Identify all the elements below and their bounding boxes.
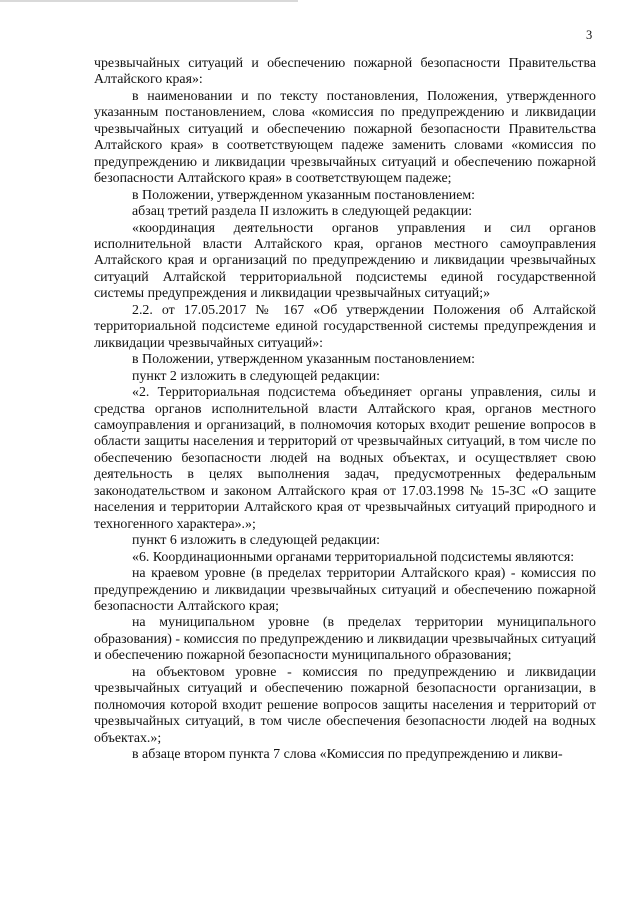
paragraph-7: в Положении, утвержденном указанным постановлением: xyxy=(132,352,476,368)
paragraph-12: на краевом уровне (в пределах территории Алтайского края) - комиссия по предупреждению и ликвидации чрезвычайных ситуаций и обеспечению пожарной безопасности Алтайского края; xyxy=(94,566,596,614)
paragraph-8: пункт 2 изложить в следующей редакции: xyxy=(132,368,381,384)
paragraph-5: «координация деятельности органов управления и сил органов исполнительной власти Алтайского края, органов местного самоуправления Алтайского края и организаций по предупреждению и ликвидации чрезвычайных ситуаций Алтайской территориальной подсистемы единой государственной системы предупреждения и ликвидации чрезвычайных ситуаций;» xyxy=(94,220,596,302)
paragraph-14: на объектовом уровне - комиссия по предупреждению и ликвидации чрезвычайных ситуаций и обеспечению пожарной безопасности организации, в полномочия которой входит решение вопросов защиты населения и территорий от чрезвычайных ситуаций, в том числе обеспечения безопасности людей на водных объектах.»; xyxy=(94,664,596,746)
paragraph-11: «6. Координационными органами территориальной подсистемы являются: xyxy=(132,549,575,565)
document-body xyxy=(94,56,596,763)
paragraph-1: чрезвычайных ситуаций и обеспечению пожарной безопасности Правительства Алтайского края»: xyxy=(94,56,596,88)
paragraph-4: абзац третий раздела II изложить в следующей редакции: xyxy=(132,204,473,220)
paragraph-2: в наименовании и по тексту постановления, Положения, утвержденного указанным постановлением, слова «комиссия по предупреждению и ликвидации чрезвычайных ситуаций и обеспечению пожарной безопасности Правительства Алтайского края» в соответствующем падеже заменить словами «комиссия по предупреждению и ликвидации чрезвычайных ситуаций и обеспечению пожарной безопасности Алтайского края» в соответствующем падеже; xyxy=(94,88,596,187)
paragraph-10: пункт 6 изложить в следующей редакции: xyxy=(132,533,381,549)
page-number: 3 xyxy=(586,28,593,42)
paragraph-6: 2.2. от 17.05.2017 № 167 «Об утверждении Положения об Алтайской территориальной подсистеме единой государственной системы предупреждения и ликвидации чрезвычайных ситуаций»: xyxy=(94,302,596,351)
paragraph-9: «2. Территориальная подсистема объединяет органы управления, силы и средства органов исполнительной власти Алтайского края, органов местного самоуправления и организаций, в полномочия которых входит решение вопросов в области защиты населения и территорий от чрезвычайных ситуаций, в том числе по обеспечению безопасности людей на водных объектах, и осуществляет свою деятельность в целях выполнения задач, предусмотренных федеральным законодательством и законом Алтайского края от 17.03.1998 № 15-ЗС «О защите населения и территории Алтайского края от чрезвычайных ситуаций природного и техногенного характера».»; xyxy=(94,385,596,532)
paragraph-3: в Положении, утвержденном указанным постановлением: xyxy=(132,187,476,203)
paragraph-15: в абзаце втором пункта 7 слова «Комиссия по предупреждению и ликви- xyxy=(132,747,563,763)
scan-edge-mark xyxy=(0,0,298,2)
paragraph-13: на муниципальном уровне (в пределах территории муниципального образования) - комиссия по предупреждению и ликвидации чрезвычайных ситуаций и обеспечению пожарной безопасности муниципального образования; xyxy=(94,615,596,664)
